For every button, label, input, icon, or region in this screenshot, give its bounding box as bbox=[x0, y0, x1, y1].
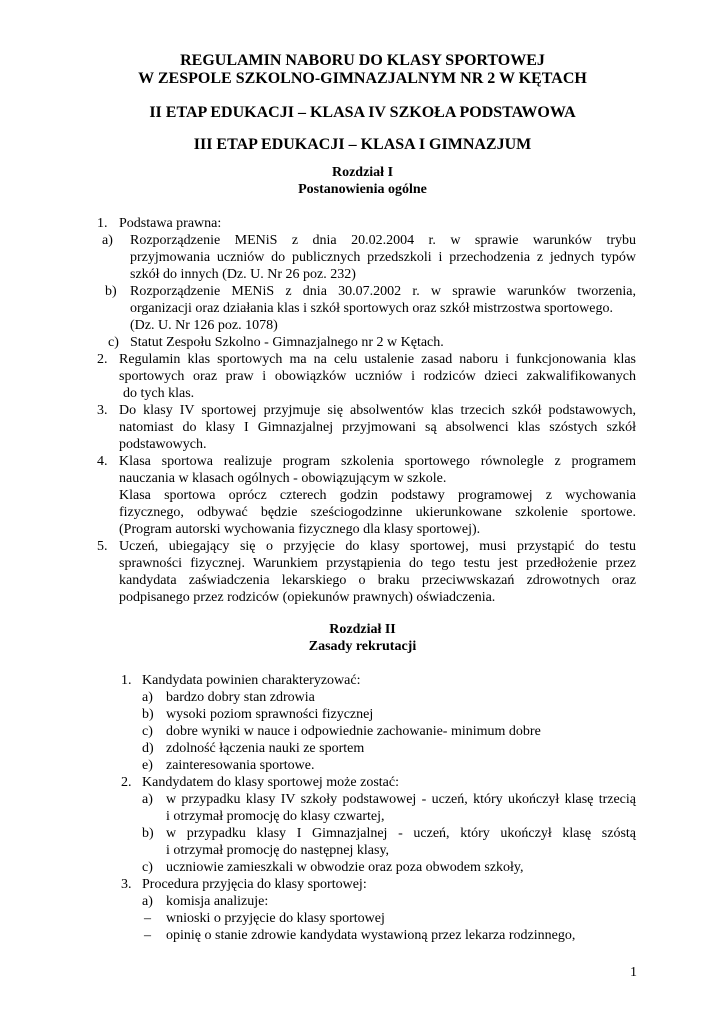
item-text: do tych klas. bbox=[123, 386, 195, 401]
subitem-text: Rozporządzenie MENiS z dnia 20.02.2004 r. w sprawie warunków trybu bbox=[130, 233, 636, 248]
subitem-label: b) bbox=[105, 284, 117, 299]
subitem-label: b) bbox=[142, 826, 154, 841]
subitem-text: organizacji oraz działania klas i szkół sportowych oraz szkół mistrzostwa sportowego. bbox=[130, 301, 613, 316]
subitem-label: a) bbox=[102, 233, 113, 248]
subitem-text: komisja analizuje: bbox=[166, 894, 269, 909]
item-number: 5. bbox=[97, 539, 108, 554]
subitem-label: a) bbox=[142, 894, 153, 909]
subitem-text: dobre wyniki w nauce i odpowiednie zachowanie- minimum dobre bbox=[166, 724, 541, 739]
item-text: kandydata zaświadczenia lekarskiego o braku przeciwwskazań zdrowotnych oraz bbox=[119, 573, 636, 588]
stage-2-heading: II ETAP EDUKACJI – KLASA IV SZKOŁA PODSTAWOWA bbox=[149, 104, 576, 121]
chapter-1-number: Rozdział I bbox=[331, 165, 394, 180]
title-line-1: REGULAMIN NABORU DO KLASY SPORTOWEJ bbox=[180, 52, 545, 69]
subitem-label: c) bbox=[108, 335, 119, 350]
chapter-2-number: Rozdział II bbox=[329, 622, 396, 637]
item-number: 3. bbox=[97, 403, 108, 418]
subitem-label: a) bbox=[142, 792, 153, 807]
item-text: Klasa sportowa realizuje program szkolenia sportowego równolegle z programem bbox=[119, 454, 636, 469]
subitem-text: wysoki poziom sprawności fizycznej bbox=[166, 707, 374, 722]
item-text: podstawowych. bbox=[119, 437, 207, 452]
dash-bullet: – bbox=[144, 928, 151, 943]
chapter-2-title: Zasady rekrutacji bbox=[308, 639, 417, 654]
subitem-label: d) bbox=[142, 741, 154, 756]
subitem-text: przyjmowania uczniów do publicznych przedszkoli i przechodzenia z jednych typów bbox=[130, 250, 636, 265]
item-text: podpisanego przez rodziców (opiekunów prawnych) oświadczenia. bbox=[119, 590, 496, 605]
item-text: sportowych oraz praw i obowiązków uczniów i rodziców dzieci zakwalifikowanych bbox=[119, 369, 636, 384]
item-text: Kandydatem do klasy sportowej może zostać: bbox=[142, 775, 399, 790]
item-number: 2. bbox=[97, 352, 108, 367]
subitem-text: bardzo dobry stan zdrowia bbox=[166, 690, 315, 705]
subitem-label: c) bbox=[142, 860, 153, 875]
subitem-text: zdolność łączenia nauki ze sportem bbox=[166, 741, 365, 756]
subitem-text: Rozporządzenie MENiS z dnia 30.07.2002 r. w sprawie warunków tworzenia, bbox=[130, 284, 636, 299]
subitem-label: e) bbox=[142, 758, 153, 773]
stage-3-heading: III ETAP EDUKACJI – KLASA I GIMNAZJUM bbox=[193, 136, 532, 153]
item-number: 2. bbox=[121, 775, 132, 790]
item-text: Do klasy IV sportowej przyjmuje się absolwentów klas trzecich szkół podstawowych, bbox=[119, 403, 636, 418]
subitem-label: c) bbox=[142, 724, 153, 739]
subitem-text: w przypadku klasy I Gimnazjalnej - uczeń, który ukończył klasę szóstą bbox=[166, 826, 636, 841]
subitem-text: w przypadku klasy IV szkoły podstawowej - uczeń, który ukończył klasę trzecią bbox=[166, 792, 636, 807]
subitem-text: zainteresowania sportowe. bbox=[166, 758, 315, 773]
item-text: Uczeń, ubiegający się o przyjęcie do klasy sportowej, musi przystąpić do testu bbox=[119, 539, 636, 554]
bullet-text: wnioski o przyjęcie do klasy sportowej bbox=[166, 911, 385, 926]
subitem-text: uczniowie zamieszkali w obwodzie oraz poza obwodem szkoły, bbox=[166, 860, 524, 875]
item-text: Kandydata powinien charakteryzować: bbox=[142, 673, 361, 688]
subitem-label: a) bbox=[142, 690, 153, 705]
item-text: nauczania w klasach ogólnych - obowiązującym w szkole. bbox=[119, 471, 447, 486]
dash-bullet: – bbox=[144, 911, 151, 926]
subitem-label: b) bbox=[142, 707, 154, 722]
item-text: Regulamin klas sportowych ma na celu ustalenie zasad naboru i funkcjonowania klas bbox=[119, 352, 636, 367]
item-number: 1. bbox=[121, 673, 132, 688]
item-text: fizycznego, odbywać będzie sześciogodzinne ukierunkowane szkolenie sportowe. bbox=[119, 505, 636, 520]
bullet-text: opinię o stanie zdrowie kandydata wystawioną przez lekarza rodzinnego, bbox=[166, 928, 576, 943]
item-number: 1. bbox=[97, 216, 108, 231]
item-text: natomiast do klasy I Gimnazjalnej przyjmowani są absolwenci klas szóstych szkół bbox=[119, 420, 636, 435]
page-number: 1 bbox=[630, 965, 637, 980]
subitem-text: i otrzymał promocję do następnej klasy, bbox=[166, 843, 390, 858]
item-text: sprawności fizycznej. Warunkiem przystąpienia do tego testu jest przedłożenie przez bbox=[119, 556, 636, 571]
subitem-text: Statut Zespołu Szkolno - Gimnazjalnego nr 2 w Kętach. bbox=[130, 335, 444, 350]
subitem-text: szkół do innych (Dz. U. Nr 26 poz. 232) bbox=[130, 267, 356, 282]
item-text: Klasa sportowa oprócz czterech godzin podstawy programowej z wychowania bbox=[119, 488, 636, 503]
item-text: (Program autorski wychowania fizycznego dla klasy sportowej). bbox=[119, 522, 481, 537]
item-number: 3. bbox=[121, 877, 132, 892]
subitem-text: (Dz. U. Nr 126 poz. 1078) bbox=[130, 318, 278, 333]
item-number: 4. bbox=[97, 454, 108, 469]
title-line-2: W ZESPOLE SZKOLNO-GIMNAZJALNYM NR 2 W KĘTACH bbox=[138, 70, 587, 87]
chapter-1-title: Postanowienia ogólne bbox=[298, 182, 427, 197]
item-text: Procedura przyjęcia do klasy sportowej: bbox=[142, 877, 367, 892]
item-text: Podstawa prawna: bbox=[119, 216, 222, 231]
subitem-text: i otrzymał promocję do klasy czwartej, bbox=[166, 809, 385, 824]
